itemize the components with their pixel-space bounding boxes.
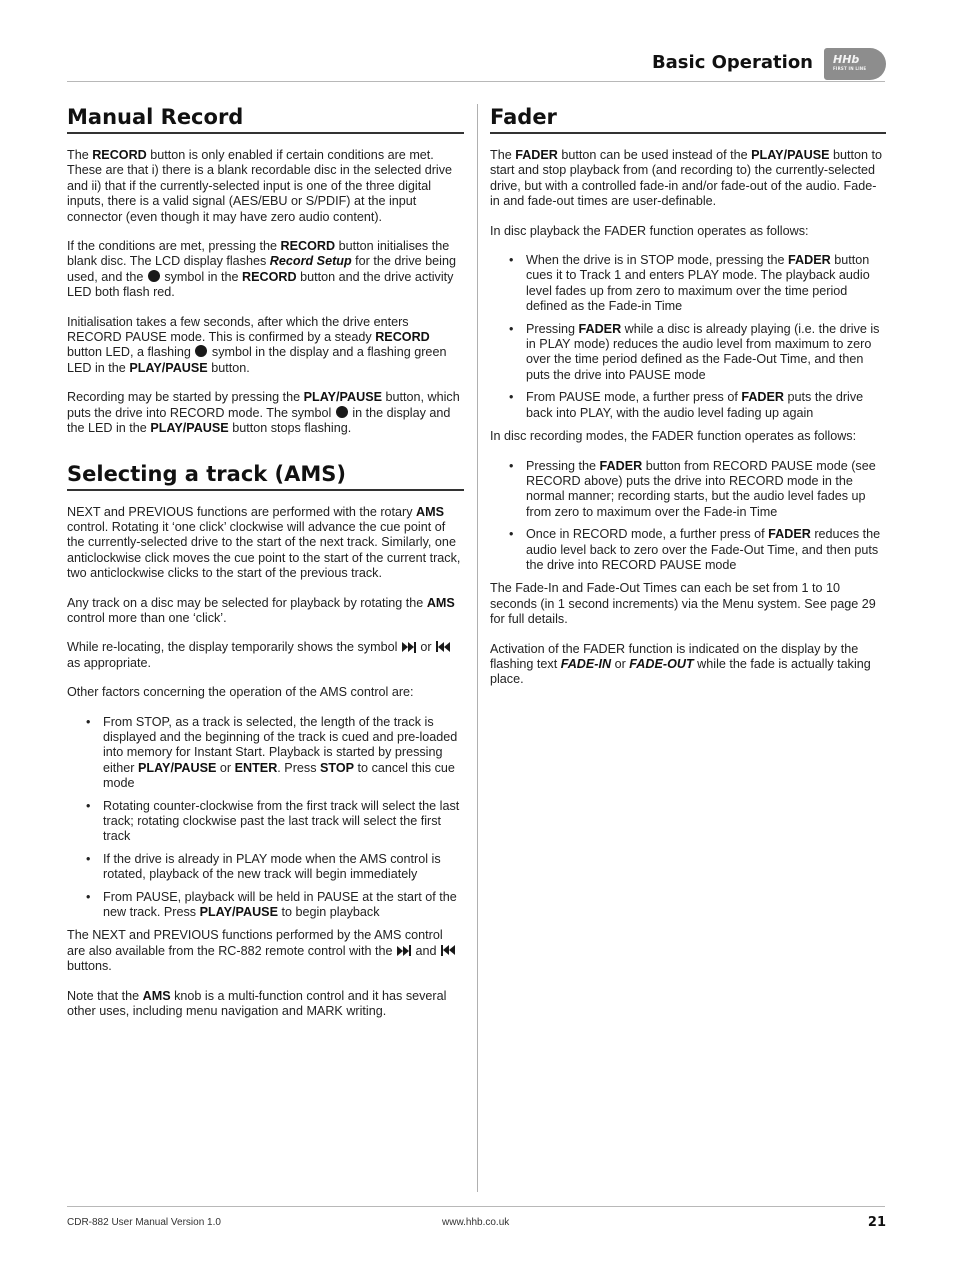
skip-previous-icon bbox=[436, 641, 450, 653]
ams-paragraph-6: Note that the AMS knob is a multi-function control and it has several other uses, including menu navigation and MARK writing. bbox=[67, 988, 447, 1019]
record-dot-icon bbox=[336, 406, 348, 418]
right-column bbox=[490, 104, 886, 702]
record-dot-icon bbox=[195, 345, 207, 357]
fader-paragraph-3: In disc recording modes, the FADER function operates as follows: bbox=[490, 429, 857, 444]
list-item: • If the drive is already in PLAY mode when the AMS control is rotated, playback of the new track will begin immediately bbox=[103, 852, 464, 883]
list-item: • Rotating counter-clockwise from the first track will select the last track; rotating clockwise past the last track will select the first track bbox=[103, 799, 464, 845]
left-column bbox=[67, 104, 464, 1033]
fader-heading: Fader bbox=[490, 104, 886, 134]
fader-paragraph-5: Activation of the FADER function is indicated on the display by the flashing text FADE-IN or FADE-OUT while the fade is actually taking place. bbox=[490, 641, 871, 687]
fader-recording-list bbox=[490, 459, 886, 574]
column-divider bbox=[477, 104, 478, 1192]
fader-playback-list bbox=[490, 253, 886, 421]
skip-next-icon bbox=[397, 945, 411, 957]
ams-paragraph-3: While re-locating, the display temporarily shows the symbol or as appropriate. bbox=[67, 640, 464, 671]
ams-paragraph-4: Other factors concerning the operation of the AMS control are: bbox=[67, 685, 414, 700]
fader-paragraph-4: The Fade-In and Fade-Out Times can each be set from 1 to 10 seconds (in 1 second increments) via the Menu system. See page 29 for full details. bbox=[490, 581, 876, 627]
list-item: • From STOP, as a track is selected, the length of the track is displayed and the beginning of the track is cued and pre-loaded into memory for Instant Start. Playback is started by pressing either PLAY/PAUSE or ENTER. Press STOP to cancel this cue mode bbox=[103, 715, 464, 792]
manual-record-paragraph-1: The RECORD button is only enabled if certain conditions are met. These are that i) there is a blank recordable disc in the selected drive and ii) that if the currently-selected input is one of the three digital inputs, there is a valid signal (AES/EBU or S/PDIF) at the input connector (even though it may have zero audio content). bbox=[67, 148, 453, 224]
ams-paragraph-5: The NEXT and PREVIOUS functions performed by the AMS control are also available from the RC-882 remote control with the and buttons. bbox=[67, 928, 464, 974]
record-dot-icon bbox=[148, 270, 160, 282]
list-item: • When the drive is in STOP mode, pressing the FADER button cues it to Track 1 and enters PLAY mode. The playback audio level fades up from zero to maximum over the time period defined as the Fade-in Time bbox=[526, 253, 886, 315]
fader-paragraph-2: In disc playback the FADER function operates as follows: bbox=[490, 223, 809, 238]
footer-manual-title: CDR-882 User Manual Version 1.0 bbox=[67, 1217, 221, 1228]
footer-url[interactable]: www.hhb.co.uk bbox=[442, 1217, 510, 1228]
page-number: 21 bbox=[867, 1215, 886, 1230]
section-title: Basic Operation bbox=[651, 52, 813, 73]
ams-heading: Selecting a track (AMS) bbox=[67, 461, 464, 491]
fader-paragraph-1: The FADER button can be used instead of the PLAY/PAUSE button to start and stop playback from (and recording to) the currently-selected drive, but with a controlled fade-in and/or fade-out of the audio. Fade-in and fade-out times are user-definable. bbox=[490, 148, 883, 209]
list-item: • From PAUSE, playback will be held in PAUSE at the start of the new track. Press PLAY/PAUSE to begin playback bbox=[103, 890, 464, 921]
hhb-logo: HHb FIRST IN LINE bbox=[824, 48, 886, 80]
manual-record-paragraph-2: If the conditions are met, pressing the RECORD button initialises the blank disc. The LCD display flashes Record Setup for the drive being used, and the symbol in the RECORD button and the drive activity LED both flash red. bbox=[67, 239, 456, 300]
list-item: • Pressing the FADER button from RECORD PAUSE mode (see RECORD above) puts the drive into RECORD mode in the normal manner; recording starts, but the audio level fades up from zero to maximum over the Fade-in Time bbox=[526, 459, 886, 521]
manual-record-paragraph-3: Initialisation takes a few seconds, after which the drive enters RECORD PAUSE mode. This is confirmed by a steady RECORD button LED, a flashing symbol in the display and a flashing green LED in the PLAY/PAUSE button. bbox=[67, 314, 447, 375]
skip-previous-icon bbox=[441, 944, 455, 956]
skip-next-icon bbox=[402, 641, 416, 653]
ams-paragraph-1: NEXT and PREVIOUS functions are performed with the rotary AMS control. Rotating it ‘one click’ clockwise will advance the cue point of the currently-selected drive to the start of the next track. Similarly, one anticlockwise click moves the cue point to the start of the current track, two anticlockwise clicks to the start of the previous track. bbox=[67, 504, 461, 581]
manual-record-heading: Manual Record bbox=[67, 104, 464, 134]
ams-paragraph-2: Any track on a disc may be selected for playback by rotating the AMS control more than one ‘click’. bbox=[67, 595, 455, 625]
list-item: • Once in RECORD mode, a further press of FADER reduces the audio level back to zero over the Fade-Out Time, and then puts the drive into RECORD PAUSE mode bbox=[526, 527, 886, 573]
list-item: • From PAUSE mode, a further press of FADER puts the drive back into PLAY, with the audio level fading up again bbox=[526, 390, 886, 421]
header-rule bbox=[67, 81, 885, 82]
footer-rule bbox=[67, 1206, 885, 1207]
manual-record-paragraph-4: Recording may be started by pressing the PLAY/PAUSE button, which puts the drive into RECORD mode. The symbol in the display and the LED in the PLAY/PAUSE button stops flashing. bbox=[67, 390, 460, 436]
ams-bullet-list bbox=[67, 715, 464, 921]
list-item: • Pressing FADER while a disc is already playing (i.e. the drive is in PLAY mode) reduces the audio level from maximum to zero over the time period defined as the Fade-Out Time, and then puts the drive into PAUSE mode bbox=[526, 322, 886, 384]
